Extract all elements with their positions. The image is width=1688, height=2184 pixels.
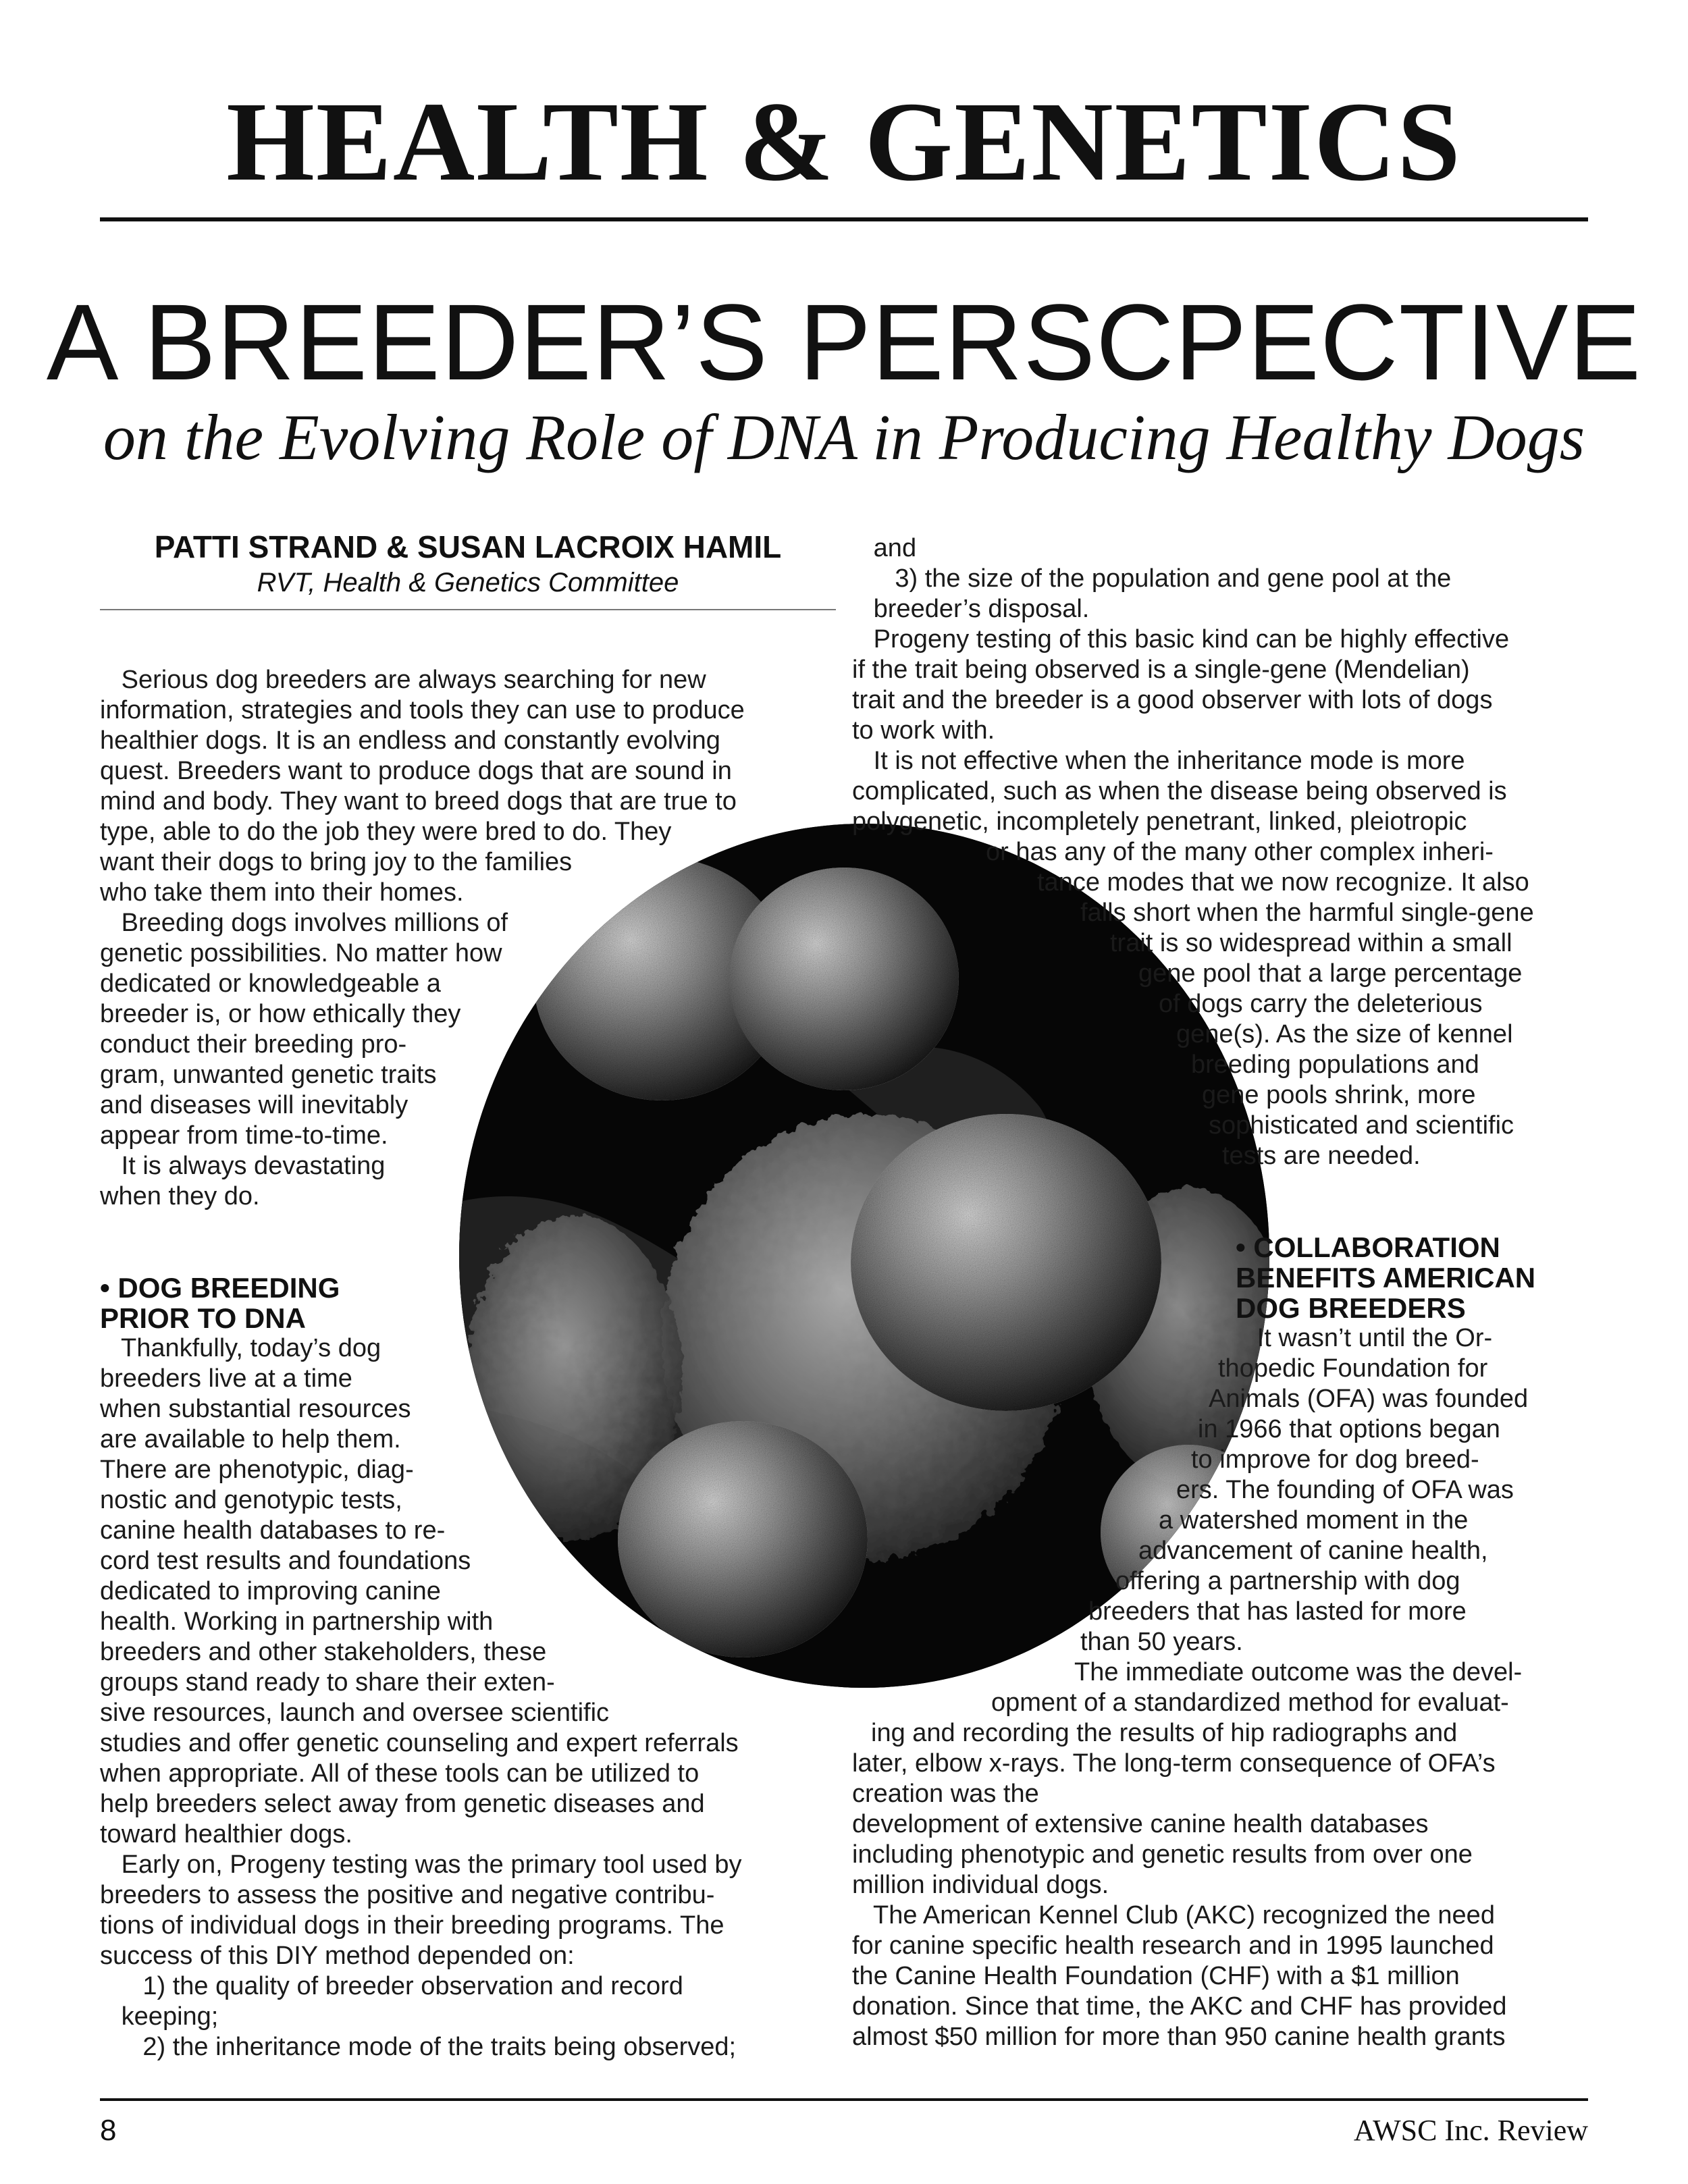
text-line: appear from time-to-time. — [100, 1121, 388, 1150]
text-line: falls short when the harmful single-gene — [1080, 899, 1534, 927]
text-line: trait and the breeder is a good observer with lots of dogs — [852, 686, 1493, 714]
footer-divider — [100, 2098, 1588, 2101]
text-line: to improve for dog breed- — [1191, 1445, 1479, 1474]
byline-role: RVT, Health & Genetics Committee — [257, 568, 679, 597]
text-line: conduct their breeding pro- — [100, 1030, 407, 1059]
text-line: nostic and genotypic tests, — [100, 1486, 402, 1514]
text-line: breeder’s disposal. — [852, 595, 1090, 623]
text-line: breeding populations and — [1191, 1050, 1479, 1079]
text-line: if the trait being observed is a single-gene (Mendelian) — [852, 656, 1470, 684]
text-line: canine health databases to re- — [100, 1516, 446, 1545]
text-line: Serious dog breeders are always searching for new — [100, 666, 706, 694]
text-line: toward healthier dogs. — [100, 1820, 352, 1848]
text-line: million individual dogs. — [852, 1871, 1109, 1899]
text-line: offering a partnership with dog — [1115, 1567, 1460, 1595]
text-line: dedicated or knowledgeable a — [100, 969, 441, 998]
text-line: mind and body. They want to breed dogs that are true to — [100, 787, 737, 816]
text-line: ers. The founding of OFA was — [1176, 1476, 1514, 1504]
text-line: Progeny testing of this basic kind can be highly effective — [852, 625, 1510, 654]
title-divider — [100, 217, 1588, 221]
text-line: gene pool that a large percentage — [1138, 959, 1523, 988]
text-line: Early on, Progeny testing was the primary tool used by — [100, 1850, 742, 1879]
text-line: breeders and other stakeholders, these — [100, 1638, 547, 1666]
text-line: keeping; — [100, 2002, 219, 2031]
text-line: gene(s). As the size of kennel — [1176, 1020, 1513, 1048]
text-line: information, strategies and tools they can use to produce — [100, 696, 745, 724]
text-line: 1) the quality of breeder observation and record — [100, 1972, 683, 2000]
text-line: want their dogs to bring joy to the families — [100, 848, 573, 876]
text-line: healthier dogs. It is an endless and constantly evolving — [100, 726, 720, 755]
section-heading: • DOG BREEDING — [100, 1272, 340, 1304]
section-heading: PRIOR TO DNA — [100, 1302, 306, 1334]
text-line: groups stand ready to share their exten- — [100, 1668, 555, 1697]
text-line: when substantial resources — [100, 1395, 411, 1423]
text-line: when appropriate. All of these tools can be utilized to — [100, 1759, 700, 1788]
text-line: sophisticated and scientific — [1209, 1111, 1514, 1140]
page-number: 8 — [100, 2114, 117, 2147]
text-line: advancement of canine health, — [1138, 1537, 1488, 1565]
text-line: The American Kennel Club (AKC) recognized the need — [852, 1901, 1495, 1929]
text-line: ing and recording the results of hip radiographs and — [871, 1719, 1458, 1747]
text-line: or has any of the many other complex inheri- — [986, 838, 1494, 866]
text-line: tions of individual dogs in their breeding programs. The — [100, 1911, 724, 1940]
text-line: breeders that has lasted for more — [1088, 1597, 1467, 1626]
text-line: health. Working in partnership with — [100, 1607, 494, 1636]
text-line: tance modes that we now recognize. It also — [1037, 868, 1529, 897]
text-line: in 1966 that options began — [1198, 1415, 1500, 1443]
byline-divider — [100, 609, 836, 610]
publication-name: AWSC Inc. Review — [1353, 2114, 1588, 2147]
text-line: development of extensive canine health databases — [852, 1810, 1429, 1838]
text-line: thopedic Foundation for — [1218, 1354, 1488, 1383]
text-line: later, elbow x-rays. The long-term consequence of OFA’s — [852, 1749, 1496, 1778]
text-line: who take them into their homes. — [100, 878, 464, 907]
text-line: cord test results and foundations — [100, 1547, 471, 1575]
text-line: success of this DIY method depended on: — [100, 1942, 575, 1970]
text-line: a watershed moment in the — [1159, 1506, 1469, 1535]
text-line: quest. Breeders want to produce dogs that are sound in — [100, 757, 732, 785]
section-heading: BENEFITS AMERICAN — [1236, 1262, 1536, 1294]
text-line: almost $50 million for more than 950 canine health grants — [852, 2023, 1506, 2051]
text-line: studies and offer genetic counseling and expert referrals — [100, 1729, 739, 1757]
text-line: gene pools shrink, more — [1202, 1081, 1476, 1109]
text-line: breeder is, or how ethically they — [100, 1000, 461, 1028]
text-line: breeders live at a time — [100, 1364, 352, 1393]
article-headline: A BREEDER’S PERSCPECTIVE — [46, 282, 1642, 402]
text-line: for canine specific health research and in 1995 launched — [852, 1932, 1494, 1960]
text-line: donation. Since that time, the AKC and CHF has provided — [852, 1992, 1507, 2021]
text-line: 2) the inheritance mode of the traits being observed; — [100, 2033, 737, 2061]
text-line: than 50 years. — [1080, 1628, 1243, 1656]
text-line: Thankfully, today’s dog — [100, 1334, 381, 1362]
text-line: Breeding dogs involves millions of — [100, 909, 508, 937]
text-line: creation was the — [852, 1780, 1039, 1808]
text-line: and — [852, 534, 917, 562]
text-line: It is not effective when the inheritance mode is more — [852, 747, 1465, 775]
text-line: help breeders select away from genetic diseases and — [100, 1790, 705, 1818]
text-line: are available to help them. — [100, 1425, 401, 1454]
text-line: gram, unwanted genetic traits — [100, 1061, 437, 1089]
text-line: to work with. — [852, 716, 995, 745]
article-subhead: on the Evolving Role of DNA in Producing Healthy Dogs — [103, 401, 1585, 473]
text-line: 3) the size of the population and gene pool at the — [852, 564, 1452, 593]
text-line: polygenetic, incompletely penetrant, linked, pleiotropic — [852, 807, 1467, 836]
text-line: type, able to do the job they were bred to do. They — [100, 818, 672, 846]
text-line: breeders to assess the positive and negative contribu- — [100, 1881, 715, 1909]
text-line: tests are needed. — [1222, 1142, 1421, 1170]
byline-authors: PATTI STRAND & SUSAN LACROIX HAMIL — [154, 529, 782, 564]
text-line: of dogs carry the deleterious — [1159, 990, 1483, 1018]
text-line: sive resources, launch and oversee scientific — [100, 1699, 610, 1727]
text-line: It wasn’t until the Or- — [1236, 1324, 1493, 1352]
section-title: HEALTH & GENETICS — [226, 79, 1462, 205]
text-line: the Canine Health Foundation (CHF) with a $1 million — [852, 1962, 1460, 1990]
text-line: and diseases will inevitably — [100, 1091, 408, 1119]
text-line: The immediate outcome was the devel- — [1053, 1658, 1523, 1686]
text-line: There are phenotypic, diag- — [100, 1456, 414, 1484]
text-line: It is always devastating — [100, 1152, 386, 1180]
text-line: trait is so widespread within a small — [1110, 929, 1512, 957]
section-heading: • COLLABORATION — [1236, 1231, 1500, 1263]
text-line: genetic possibilities. No matter how — [100, 939, 502, 967]
text-line: including phenotypic and genetic results from over one — [852, 1840, 1473, 1869]
text-line: dedicated to improving canine — [100, 1577, 441, 1605]
text-line: Animals (OFA) was founded — [1209, 1385, 1529, 1413]
text-line: when they do. — [100, 1182, 260, 1210]
section-heading: DOG BREEDERS — [1236, 1292, 1466, 1324]
text-line: complicated, such as when the disease being observed is — [852, 777, 1507, 805]
text-line: opment of a standardized method for evaluat- — [991, 1688, 1509, 1717]
